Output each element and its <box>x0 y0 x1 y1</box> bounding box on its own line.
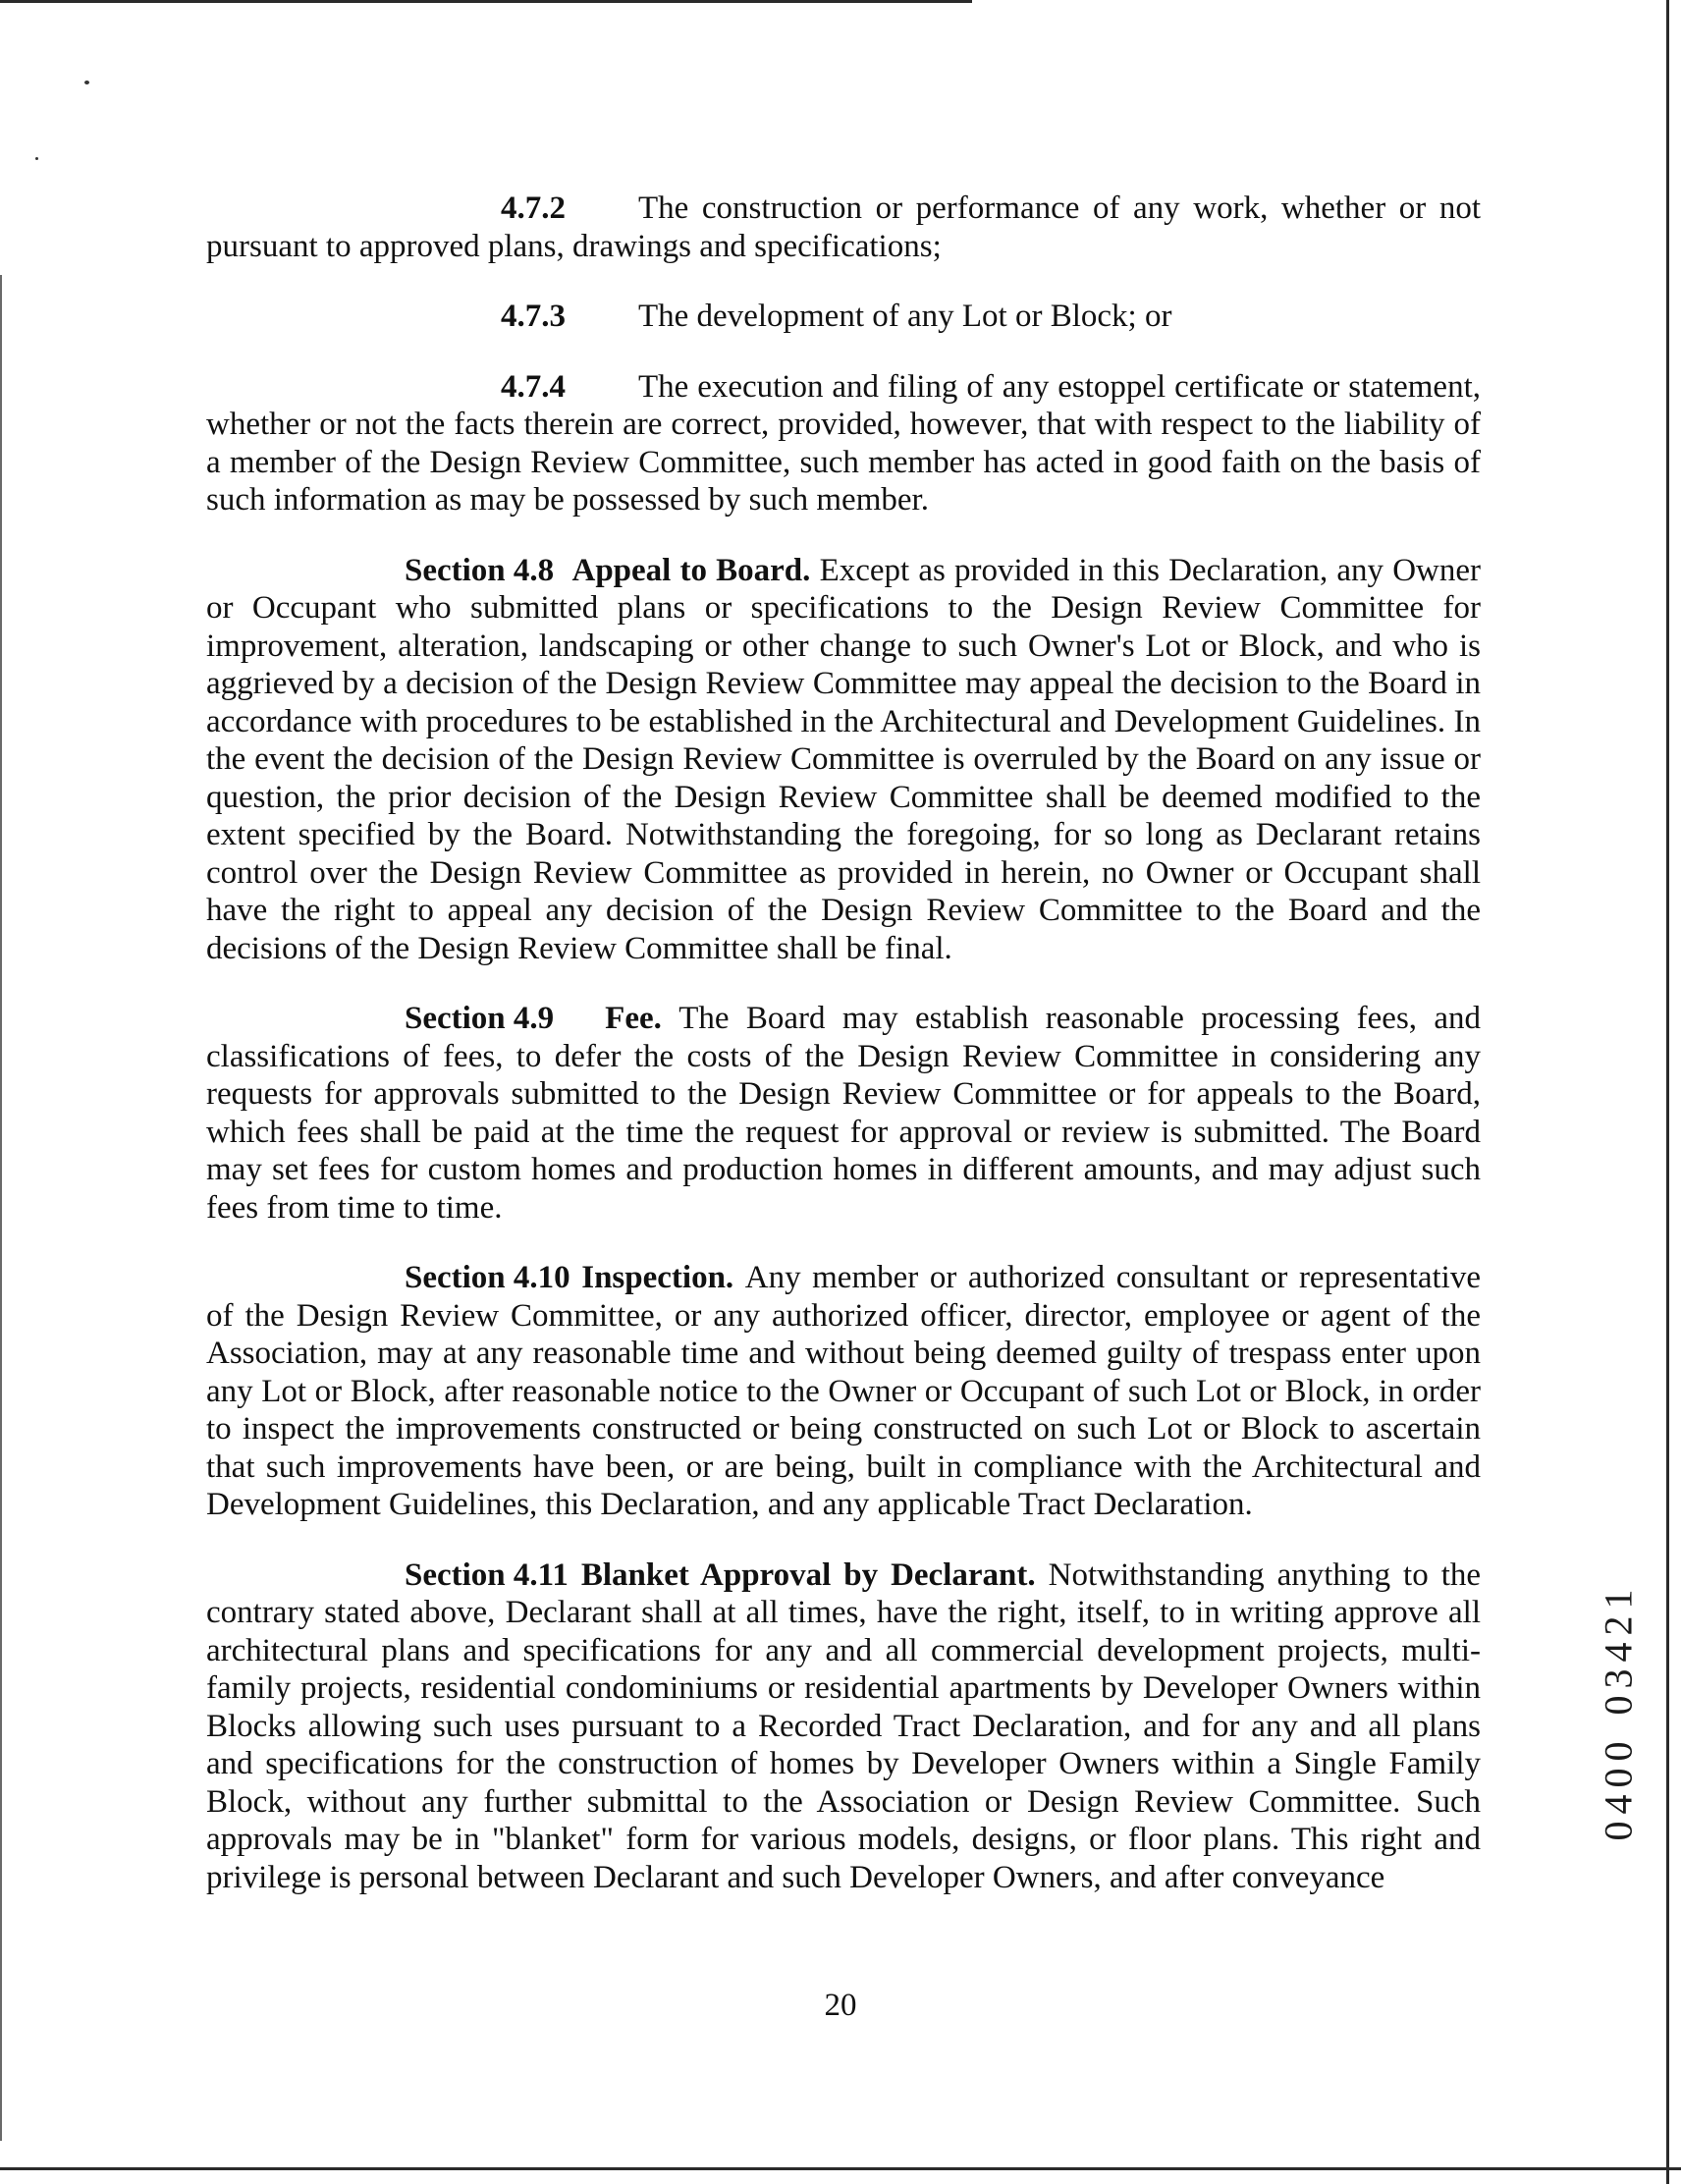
side-stamp-char: 0 <box>1596 1741 1641 1762</box>
section-heading: Appeal to Board. <box>571 552 811 588</box>
subsection-text: The development of any Lot or Block; or <box>638 299 1172 334</box>
subsection-4-7-2 <box>206 190 1481 265</box>
side-stamp-char: 0 <box>1596 1695 1641 1716</box>
subsection-4-7-4 <box>206 368 1481 519</box>
section-text: Any member or authorized consultant or representative of the Design Review Committee, or any authorized officer, director, employee or agent of the Association, may at any reasonable time and without being deemed guilty of trespass enter upon any Lot or Block, after reasonable notice to the Owner or Occupant of such Lot or Block, in order to inspect the improvements constructed or being constructed on such Lot or Block to ascertain that such improvements have been, or are being, built in compliance with the Architectural and Development Guidelines, this Declaration, and any applicable Tract Declaration. <box>206 1260 1482 1522</box>
scan-edge-left <box>0 275 2 2141</box>
side-stamp-char: 0 <box>1596 1821 1641 1841</box>
section-label: Section 4.10 <box>405 1260 570 1295</box>
subsection-text: The execution and filing of any estoppel certificate or statement, whether or not the facts therein are correct, provided, however, that with respect to the liability of a member of the Design Review Committee, such member has acted in good faith on the basis of such information as may be possessed by such member. <box>206 368 1481 518</box>
subsection-text: The construction or performance of any work, whether or not pursuant to approved plans, drawings and specifications; <box>206 191 1481 264</box>
section-4-11 <box>206 1556 1481 1897</box>
subsection-number: 4.7.4 <box>501 368 566 405</box>
section-label: Section 4.9 <box>405 1001 555 1036</box>
side-stamp-char: 0 <box>1596 1768 1641 1788</box>
section-4-10 <box>206 1259 1481 1524</box>
subsection-4-7-3 <box>206 298 1481 336</box>
section-text: Except as provided in this Declaration, any Owner or Occupant who submitted plans or specifications to the Design Review Committee for improvement, alteration, landscaping or other change to such Owner's Lot or Block, and who is aggrieved by a decision of the Design Review Committee may appeal the decision to the Board in accordance with procedures to be established in the Architectural and Development Guidelines. In the event the decision of the Design Review Committee is overruled by the Board on any issue or question, the prior decision of the Design Review Committee shall be deemed modified to the extent specified by the Board. Notwithstanding the foregoing, for so long as Declarant retains control over the Design Review Committee as provided in herein, no Owner or Occupant shall have the right to appeal any decision of the Design Review Committee to the Board and the decisions of the Design Review Committee shall be final. <box>206 552 1482 966</box>
side-stamp-char: 2 <box>1596 1615 1641 1636</box>
section-text: Notwithstanding anything to the contrary stated above, Declarant shall at all times, have the right, itself, to in writing approve all architectural plans and specifications for any and all commercial development projects, multi-family projects, residential condominiums or residential apartments by Developer Owners within Blocks allowing such uses pursuant to a Recorded Tract Declaration, and for any and all plans and specifications for the construction of homes by Developer Owners within a Single Family Block, without any further submittal to the Association or Design Review Committee. Such approvals may be in "blanket" form for various models, designs, or floor plans. This right and privilege is personal between Declarant and such Developer Owners, and after conveyance <box>206 1556 1482 1895</box>
section-label: Section 4.8 <box>405 552 555 588</box>
side-stamp-char: 4 <box>1596 1794 1641 1815</box>
subsection-number: 4.7.3 <box>501 299 566 334</box>
page-number: 20 <box>824 1988 857 2023</box>
scan-edge-right <box>1666 0 1669 2184</box>
document-body <box>206 190 1481 1929</box>
side-stamp <box>1596 1586 1641 1844</box>
side-stamp-char: 3 <box>1596 1668 1641 1689</box>
section-label: Section 4.11 <box>405 1556 569 1593</box>
subsection-number: 4.7.2 <box>501 191 566 226</box>
section-heading: Blanket Approval by Declarant. <box>580 1556 1036 1593</box>
section-heading: Fee. <box>605 1001 662 1036</box>
scan-speck <box>35 157 38 160</box>
section-text: The Board may establish reasonable processing fees, and classifications of fees, to defer the costs of the Design Review Committee in considering any requests for approvals submitted to the Design Review Committee or for appeals to the Board, which fees shall be paid at the time the request for approval or review is submitted. The Board may set fees for custom homes and production homes in different amounts, and may adjust such fees from time to time. <box>206 1001 1482 1226</box>
scan-edge-bottom <box>0 2167 1681 2170</box>
section-4-9 <box>206 1000 1481 1227</box>
side-stamp-char: 1 <box>1596 1589 1641 1610</box>
side-stamp-char: 4 <box>1596 1642 1641 1663</box>
section-4-8 <box>206 552 1481 968</box>
scan-edge-top <box>0 0 972 3</box>
section-heading: Inspection. <box>581 1260 734 1295</box>
scan-speck <box>84 81 89 84</box>
